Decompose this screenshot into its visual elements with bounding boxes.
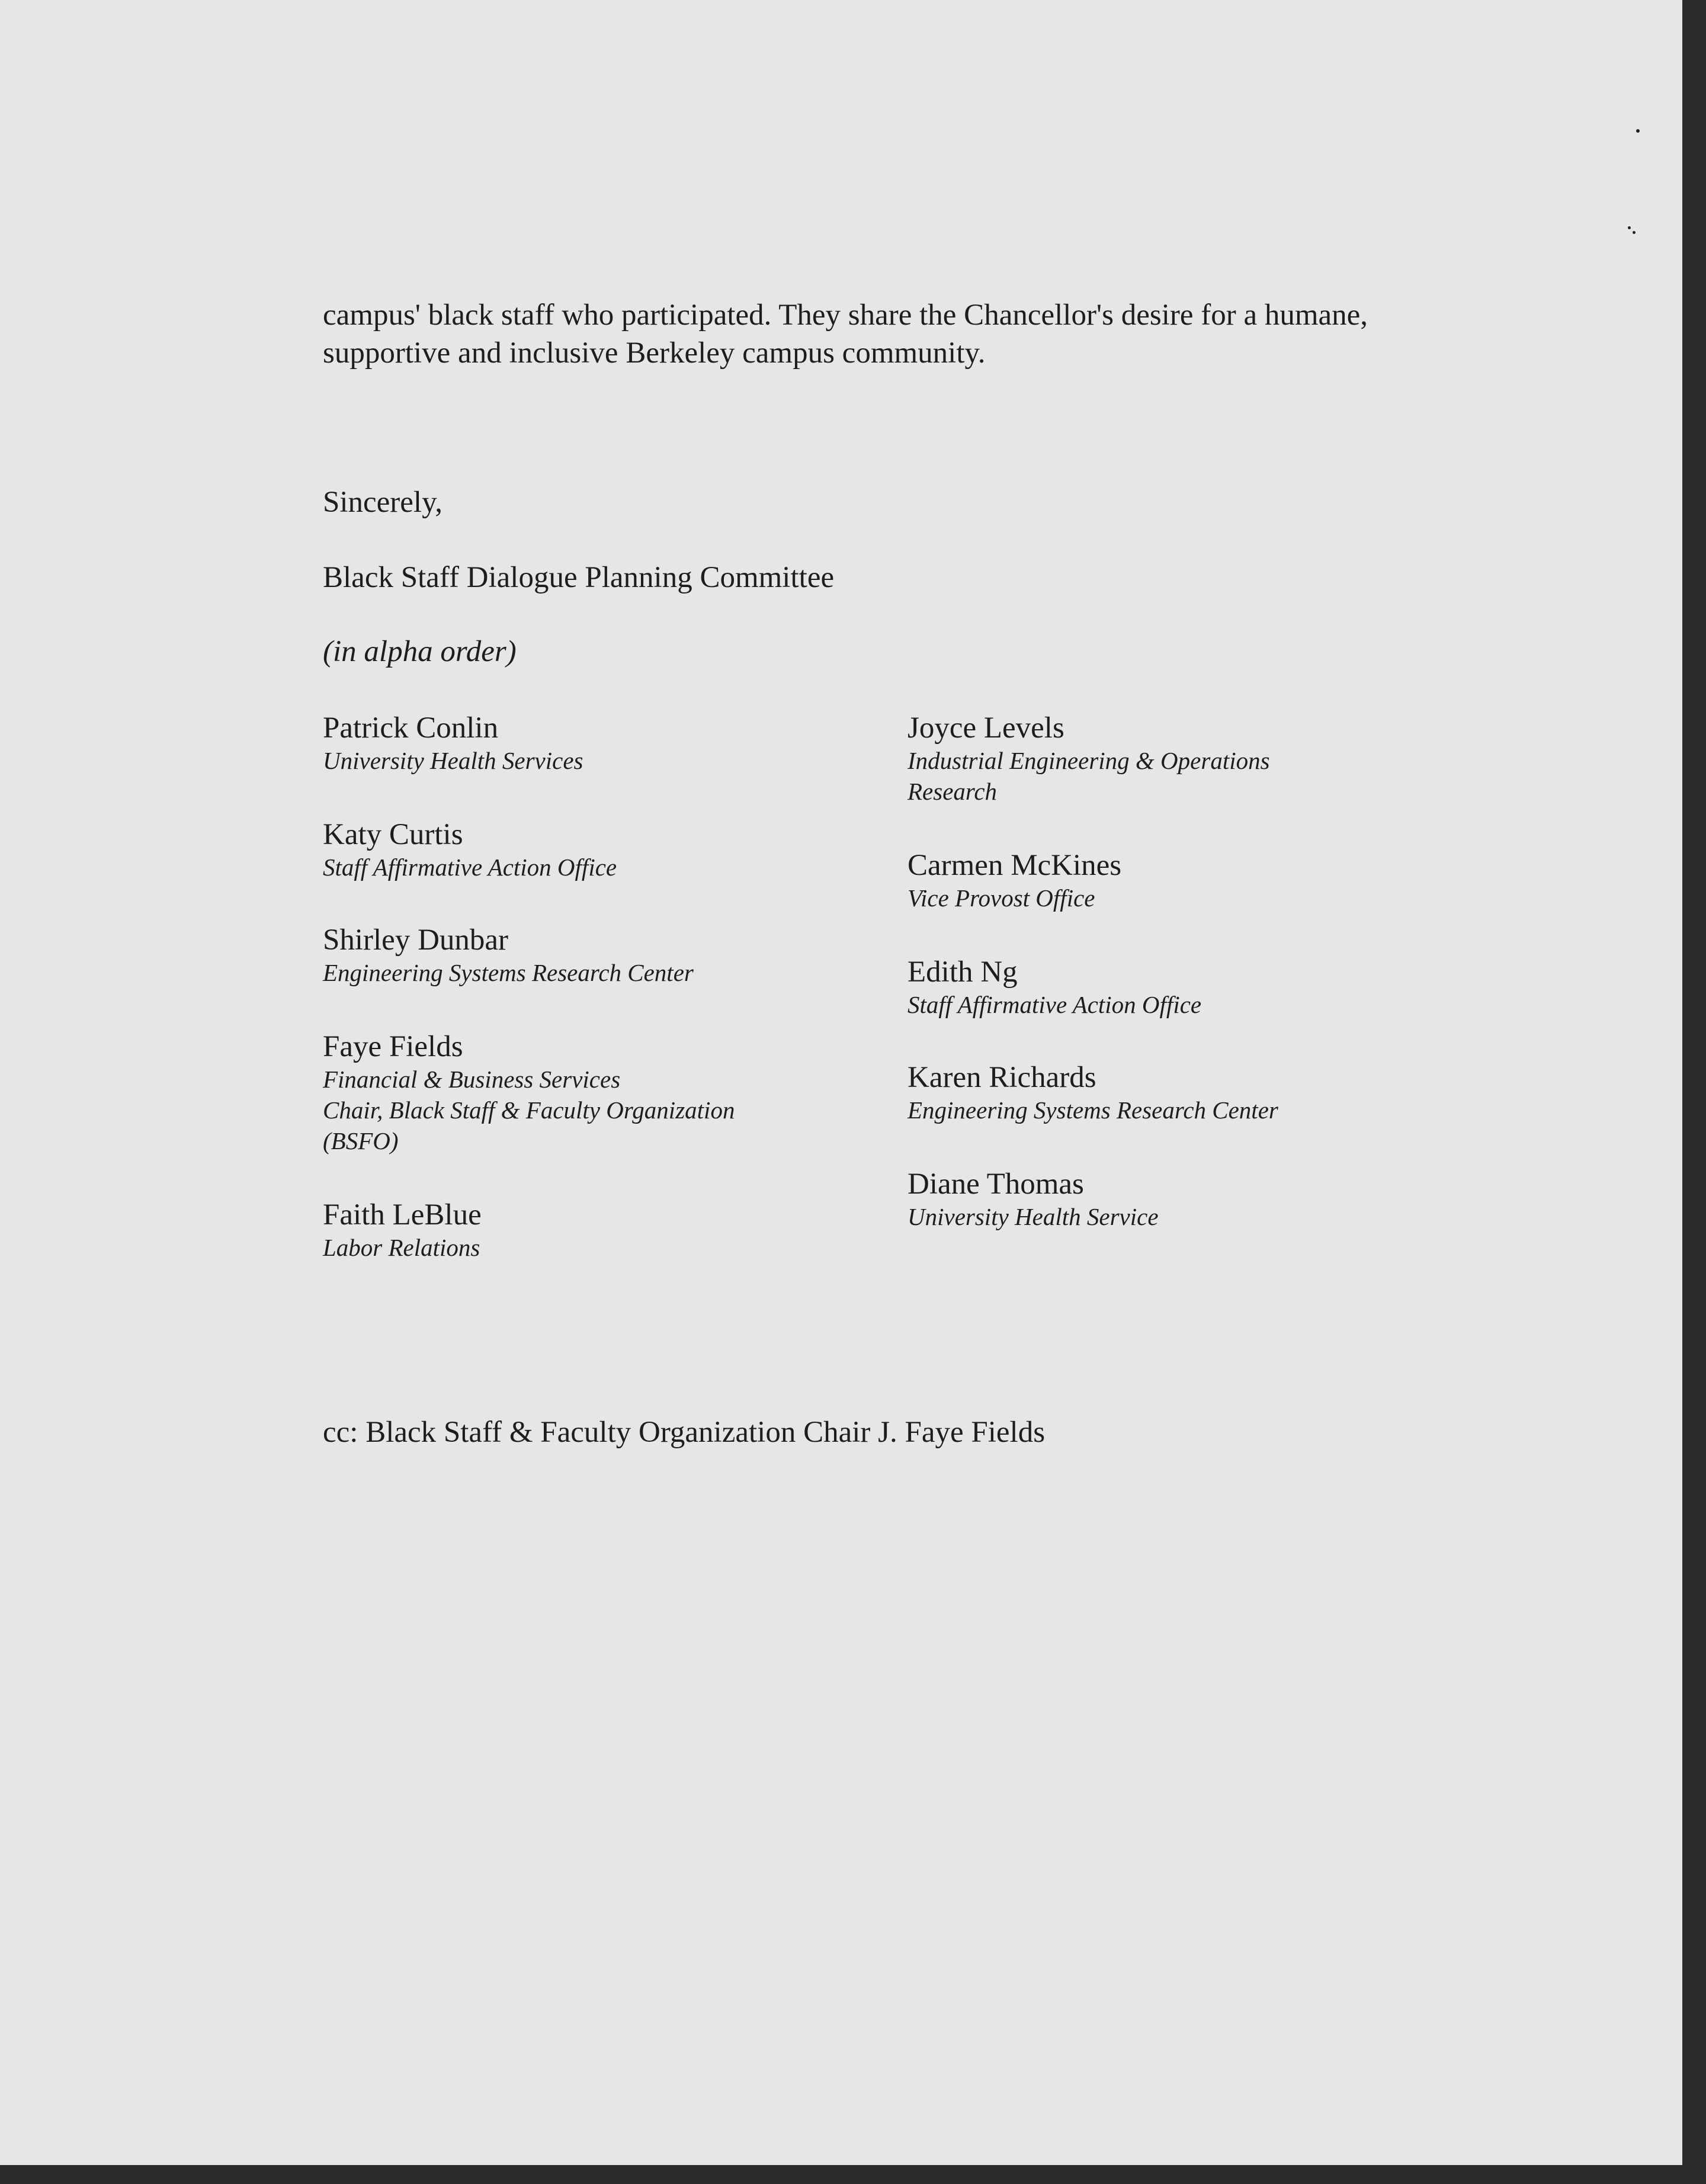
member-name: Faye Fields — [323, 1030, 463, 1063]
member-name: Edith Ng — [907, 955, 1018, 989]
member-entry — [323, 1030, 856, 1156]
member-entry — [907, 711, 1441, 807]
member-dept: Staff Affirmative Action Office — [323, 854, 617, 881]
closing-salutation: Sincerely, — [323, 486, 443, 519]
member-dept: Vice Provost Office — [907, 884, 1095, 912]
letter-body — [323, 296, 1508, 1449]
speck-mark — [1633, 231, 1636, 234]
member-name: Karen Richards — [907, 1061, 1096, 1094]
member-entry — [323, 923, 856, 988]
member-dept: (BSFO) — [323, 1127, 399, 1154]
cc-line: cc: Black Staff & Faculty Organization Chair J. Faye Fields — [323, 1416, 1046, 1449]
member-dept: Labor Relations — [323, 1234, 480, 1261]
member-dept: Chair, Black Staff & Faculty Organization — [323, 1096, 735, 1124]
member-dept: University Health Services — [323, 747, 583, 774]
member-name: Katy Curtis — [323, 818, 463, 851]
member-name: Shirley Dunbar — [323, 923, 509, 957]
member-entry — [323, 711, 856, 776]
member-name: Joyce Levels — [907, 711, 1064, 745]
speck-mark — [1628, 226, 1631, 229]
signatory-committee: Black Staff Dialogue Planning Committee — [323, 561, 835, 594]
member-entry — [907, 1060, 1441, 1125]
member-name: Diane Thomas — [907, 1168, 1084, 1201]
member-dept: Research — [907, 778, 998, 805]
member-entry — [907, 1167, 1441, 1232]
member-name: Patrick Conlin — [323, 711, 499, 745]
member-dept: Staff Affirmative Action Office — [907, 991, 1202, 1018]
member-entry — [323, 1198, 856, 1263]
member-dept: Industrial Engineering & Operations — [907, 747, 1270, 774]
closing-paragraph: campus' black staff who participated. They share the Chancellor's desire for a humane, supportive and inclusive Berkeley campus community. — [323, 299, 1368, 370]
member-name: Carmen McKines — [907, 849, 1122, 882]
member-entry — [907, 955, 1441, 1020]
member-dept: University Health Service — [907, 1203, 1159, 1230]
member-entry — [907, 848, 1441, 913]
member-dept: Engineering Systems Research Center — [907, 1096, 1278, 1124]
member-name: Faith LeBlue — [323, 1198, 482, 1231]
speck-mark — [1636, 129, 1640, 133]
member-entry — [323, 817, 856, 883]
order-note: (in alpha order) — [323, 635, 517, 668]
member-dept: Engineering Systems Research Center — [323, 959, 694, 986]
member-dept: Financial & Business Services — [323, 1066, 621, 1093]
